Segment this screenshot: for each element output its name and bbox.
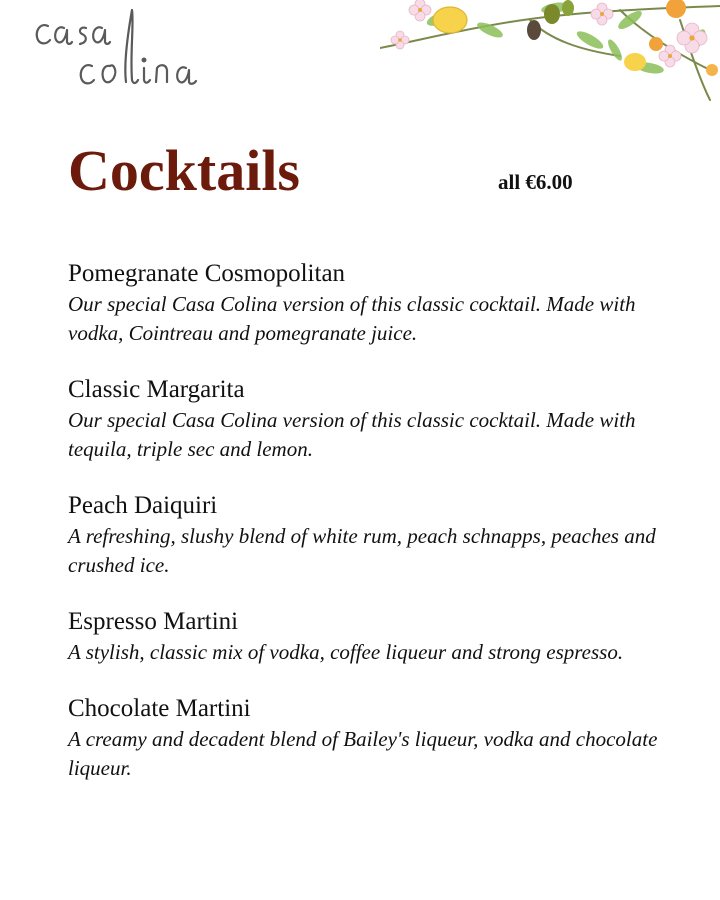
logo-text: casa colina (30, 4, 35, 5)
menu-item-description: Our special Casa Colina version of this classic cocktail. Made with vodka, Cointreau and pomegranate juice. (68, 292, 636, 345)
menu-item-description: A creamy and decadent blend of Bailey's liqueur, vodka and chocolate liqueur. (68, 727, 658, 780)
menu-item-description: Our special Casa Colina version of this classic cocktail. Made with tequila, triple sec and lemon. (68, 408, 636, 461)
menu-item-name: Pomegranate Cosmopolitan (68, 260, 346, 287)
menu-item-name: Espresso Martini (68, 608, 239, 635)
cocktail-list (68, 258, 678, 809)
menu-item (68, 258, 678, 348)
menu-item (68, 490, 678, 580)
price-note: all €6.00 (498, 170, 573, 194)
menu-item (68, 374, 678, 464)
menu-item (68, 693, 678, 783)
floral-watercolor-icon (380, 0, 720, 105)
menu-item (68, 606, 678, 667)
menu-item-name: Chocolate Martini (68, 695, 251, 722)
menu-item-description: A stylish, classic mix of vodka, coffee liqueur and strong espresso. (68, 640, 624, 664)
menu-item-name: Classic Margarita (68, 376, 245, 403)
casa-colina-logo (30, 4, 220, 94)
menu-item-description: A refreshing, slushy blend of white rum, peach schnapps, peaches and crushed ice. (68, 524, 656, 577)
menu-item-name: Peach Daiquiri (68, 492, 218, 519)
menu-title: Cocktails (68, 138, 300, 203)
